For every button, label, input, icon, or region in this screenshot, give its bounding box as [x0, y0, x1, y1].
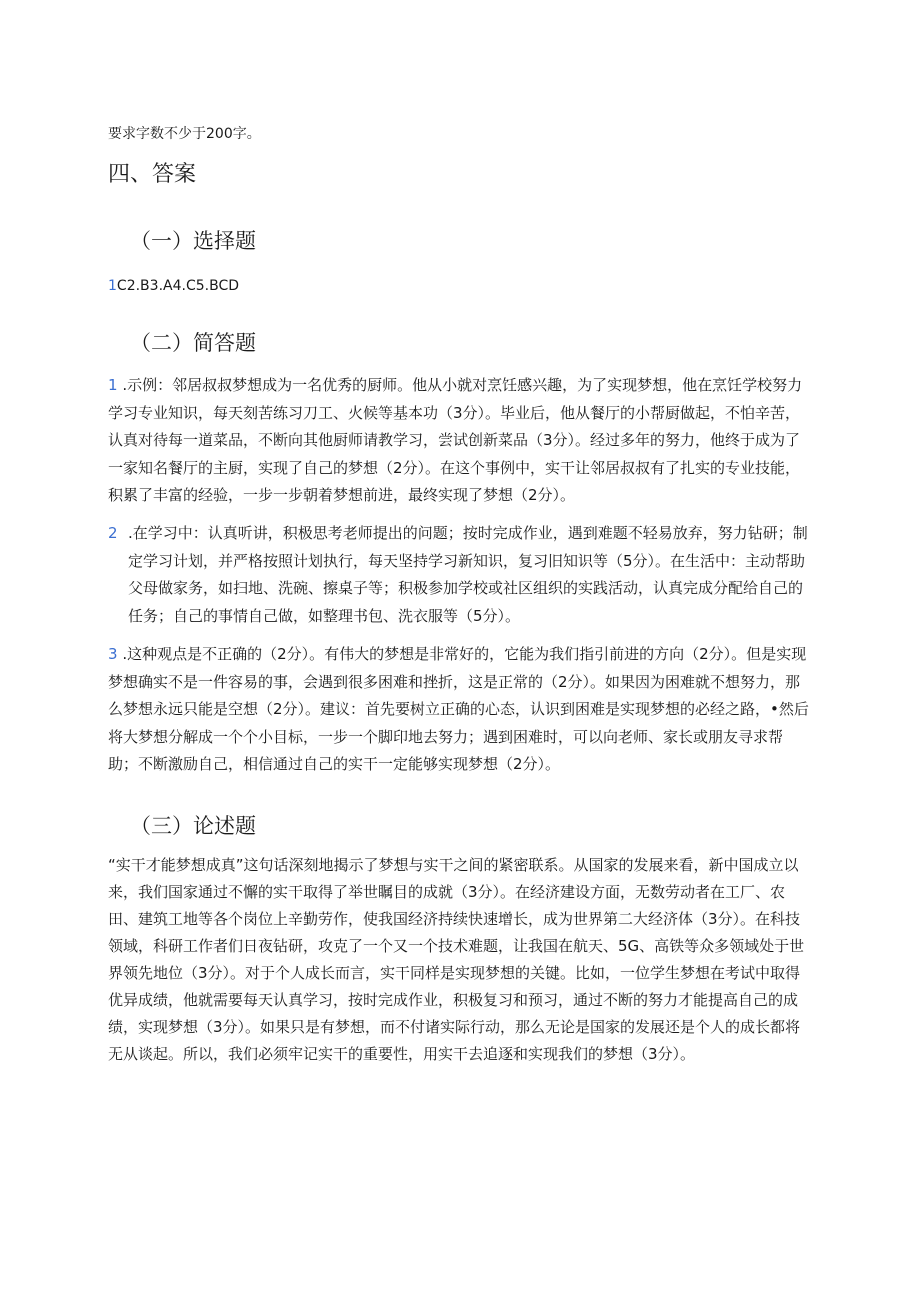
choice-answers [108, 276, 239, 296]
choice-first-number: 1 [108, 278, 117, 294]
item-text: .这种观点是不正确的（2分）。有伟大的梦想是非常好的，它能为我们指引前进的方向（2分）。但是实现梦想确实不是一件容易的事，会遇到很多困难和挫折，这是正常的（2分）。如果因为困难就不想努力，那么梦想永远只能是空想（2分）。建议：首先要树立正确的心态，认识到困难是实现梦想的必经之路，•然后将大梦想分解成一个个小目标，一步一个脚印地去努力；遇到困难时，可以向老师、家长或朋友寻求帮助；不断激励自己，相信通过自己的实干一定能够实现梦想（2分）。 [108, 645, 809, 773]
essay-answer: “实干才能梦想成真”这句话深刻地揭示了梦想与实干之间的紧密联系。从国家的发展来看，新中国成立以来，我们国家通过不懈的实干取得了举世瞩目的成就（3分）。在经济建设方面，无数劳动者在工厂、农田、建筑工地等各个岗位上辛勤劳作，使我国经济持续快速增长，成为世界第二大经济体（3分）。在科技领域，科研工作者们日夜钻研，攻克了一个又一个技术难题，让我国在航天、5G、高铁等众多领域处于世界领先地位（3分）。对于个人成长而言，实干同样是实现梦想的关键。比如，一位学生梦想在考试中取得优异成绩，他就需要每天认真学习，按时完成作业，积极复习和预习，通过不断的努力才能提高自己的成绩，实现梦想（3分）。如果只是有梦想，而不付诸实际行动，那么无论是国家的发展还是个人的成长都将无从谈起。所以，我们必须牢记实干的重要性，用实干去追逐和实现我们的梦想（3分）。 [108, 856, 805, 1063]
item-number: 3 [108, 645, 118, 663]
item-number: 1 [108, 376, 118, 394]
item-text: .在学习中：认真听讲，积极思考老师提出的问题；按时完成作业，遇到难题不轻易放弃，努力钻研；制定学习计划，并严格按照计划执行，每天坚持学习新知识，复习旧知识等（5分）。在生活中：主动帮助父母做家务，如扫地、洗碗、擦桌子等；积极参加学校或社区组织的实践活动，认真完成分配给自己的任务；自己的事情自己做，如整理书包、洗衣服等（5分）。 [128, 524, 808, 625]
item-number: 2 [108, 524, 118, 542]
short-answer-3 [108, 641, 812, 779]
short-answer-1 [108, 372, 812, 510]
part3-title: （三）论述题 [130, 814, 256, 838]
short-answer-2 [108, 520, 812, 630]
part1-title: （一）选择题 [130, 229, 256, 253]
requirement-note: 要求字数不少于200字。 [108, 126, 261, 142]
choice-answers-rest: C2.B3.A4.C5.BCD [116, 278, 239, 294]
part2-title: （二）简答题 [130, 331, 256, 355]
section-title: 四、答案 [108, 162, 197, 187]
item-text: .示例：邻居叔叔梦想成为一名优秀的厨师。他从小就对烹饪感兴趣，为了实现梦想，他在烹饪学校努力学习专业知识，每天刻苦练习刀工、火候等基本功（3分）。毕业后，他从餐厅的小帮厨做起，不怕辛苦，认真对待每一道菜品，不断向其他厨师请教学习，尝试创新菜品（3分）。经过多年的努力，他终于成为了一家知名餐厅的主厨，实现了自己的梦想（2分）。在这个事例中，实干让邻居叔叔有了扎实的专业技能，积累了丰富的经验，一步一步朝着梦想前进，最终实现了梦想（2分）。 [108, 376, 803, 504]
